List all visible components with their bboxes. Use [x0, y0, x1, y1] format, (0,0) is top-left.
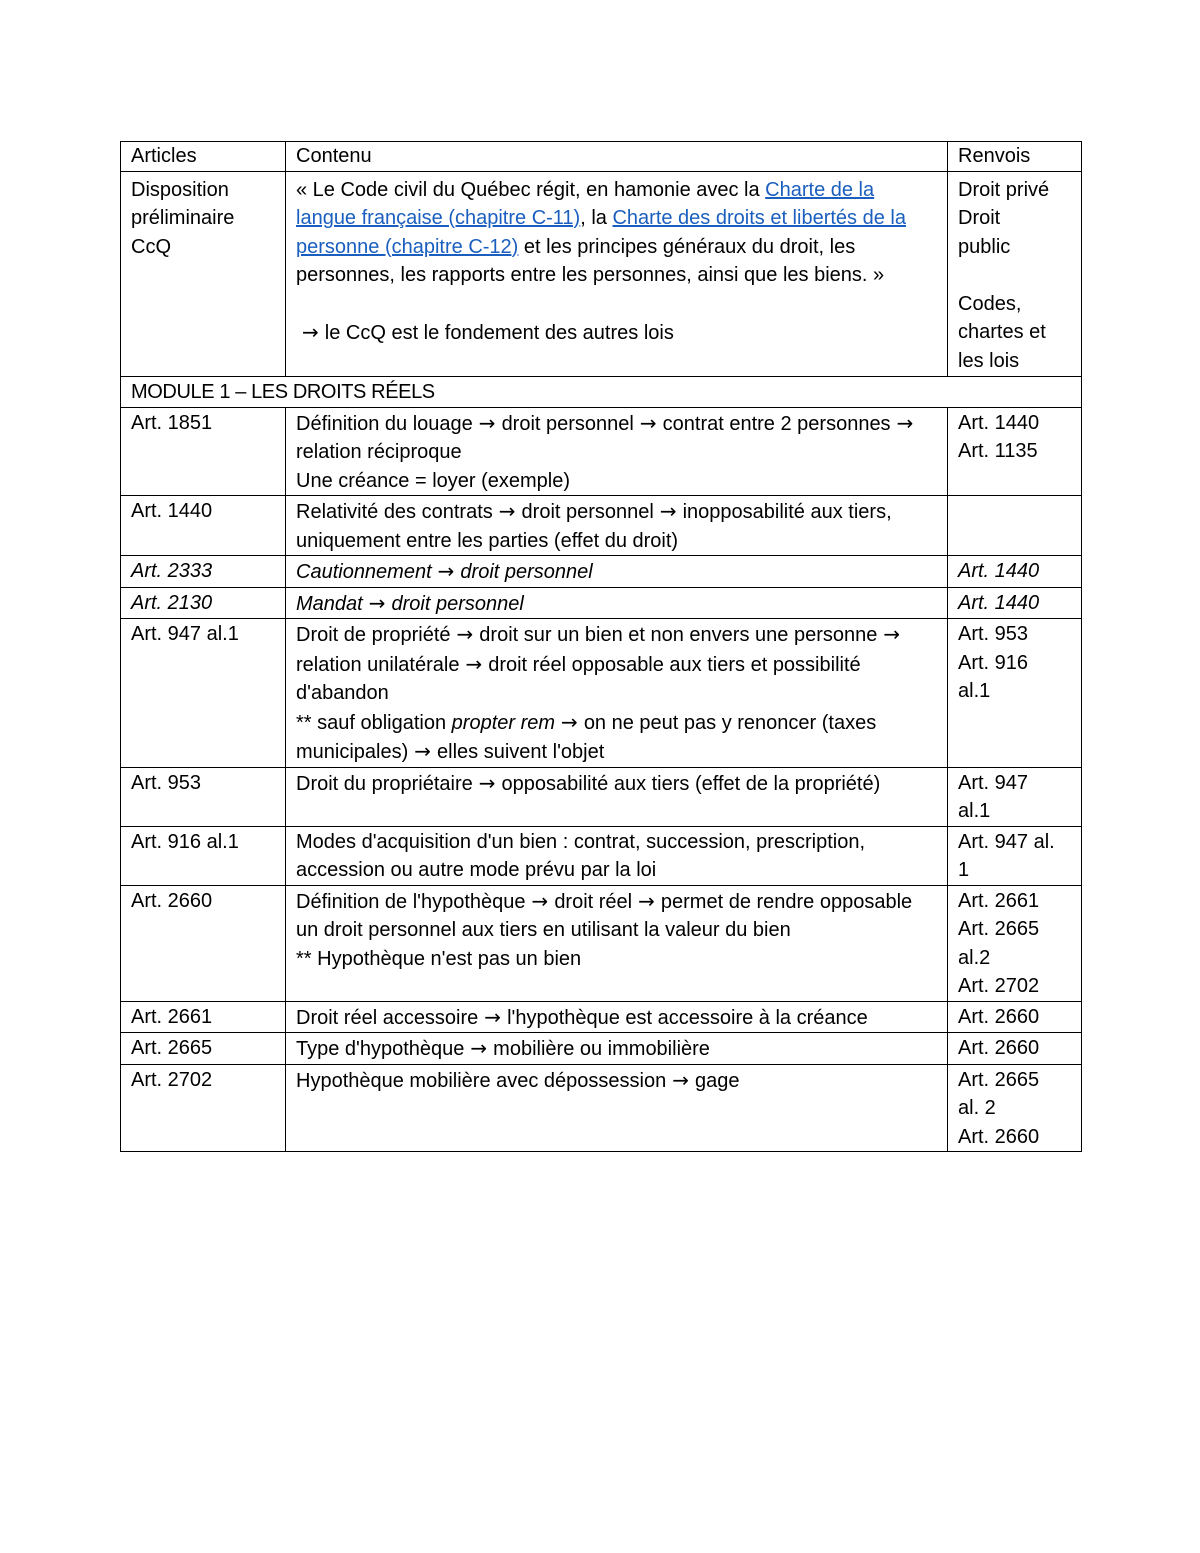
renvois-cell: Art. 2660 — [948, 1001, 1082, 1033]
content-cell: Mandat → droit personnel — [286, 587, 948, 619]
table-header-row — [121, 142, 1082, 172]
renvois-cell: Art. 947 al. 1 — [948, 826, 1082, 885]
table-row — [121, 496, 1082, 556]
content-cell: Type d'hypothèque → mobilière ou immobilière — [286, 1033, 948, 1065]
article-cell: Art. 2333 — [121, 556, 286, 588]
charte-droits-link[interactable]: Charte des droits et libertés de la personne (chapitre C-12) — [296, 207, 906, 258]
article-cell: Art. 2702 — [121, 1064, 286, 1152]
content-cell: Relativité des contrats → droit personnel → inopposabilité aux tiers, uniquement entre les parties (effet du droit) — [286, 496, 948, 556]
arrow-right-icon: → — [465, 651, 483, 676]
arrow-right-icon: → — [368, 590, 386, 615]
arrow-right-icon: → — [456, 622, 474, 646]
table-row — [121, 1001, 1082, 1033]
header-contenu: Contenu — [286, 142, 948, 172]
article-cell: Art. 1851 — [121, 407, 286, 496]
table-row — [121, 1064, 1082, 1152]
renvois-cell — [948, 496, 1082, 556]
table-row — [121, 767, 1082, 826]
arrow-right-icon: → — [414, 739, 432, 763]
module-row — [121, 377, 1082, 408]
table-row — [121, 826, 1082, 885]
table-row — [121, 171, 1082, 377]
content-cell: Droit de propriété → droit sur un bien et non envers une personne →relation unilatérale → droit réel opposable aux tiers et possibilité d'abandon ** sauf obligation propter rem → on ne peut pas y renoncer (taxes municipales) → elles suivent l'objet — [286, 619, 948, 768]
arrow-right-icon: → — [672, 1067, 689, 1092]
table-row — [121, 885, 1082, 1001]
table-row — [121, 407, 1082, 496]
renvois-cell: Art. 2665 al. 2 Art. 2660 — [948, 1064, 1082, 1152]
content-cell: « Le Code civil du Québec régit, en hamonie avec la Charte de la langue française (chapitre C-11), la Charte des droits et libertés de la personne (chapitre C-12) et les principes généraux du droit, les personnes, les rapports entre les personnes, ainsi que les biens. » → le CcQ est le fondement des autres lois — [286, 171, 948, 377]
module-title: MODULE 1 – LES DROITS RÉELS — [121, 377, 1082, 408]
header-articles: Articles — [121, 142, 286, 172]
renvois-cell: Art. 947 al.1 — [948, 767, 1082, 826]
charte-langue-link[interactable]: Charte de la langue française (chapitre C-11) — [296, 178, 875, 229]
arrow-right-icon: → — [659, 499, 677, 523]
article-cell: Art. 2661 — [121, 1001, 286, 1033]
arrow-right-icon: → — [883, 622, 901, 646]
article-cell: Art. 1440 — [121, 496, 286, 556]
content-cell: Définition de l'hypothèque → droit réel → permet de rendre opposable un droit personnel aux tiers en utilisant la valeur du bien ** Hypothèque n'est pas un bien — [286, 885, 948, 1001]
content-cell: Définition du louage → droit personnel → contrat entre 2 personnes →relation réciproque Une créance = loyer (exemple) — [286, 407, 948, 496]
articles-table — [120, 141, 1082, 1152]
arrow-right-icon: → — [437, 559, 455, 583]
renvois-cell: Droit privé Droit public Codes, chartes et les lois — [948, 171, 1082, 377]
renvois-cell: Art. 953 Art. 916 al.1 — [948, 619, 1082, 768]
arrow-right-icon: → — [478, 770, 496, 795]
table-row — [121, 556, 1082, 588]
content-cell: Hypothèque mobilière avec dépossession → gage — [286, 1064, 948, 1152]
article-cell: Art. 947 al.1 — [121, 619, 286, 768]
header-renvois: Renvois — [948, 142, 1082, 172]
renvois-cell: Art. 1440 Art. 1135 — [948, 407, 1082, 496]
content-cell: Cautionnement → droit personnel — [286, 556, 948, 588]
renvois-cell: Art. 1440 — [948, 556, 1082, 588]
article-cell: Disposition préliminaire CcQ — [121, 171, 286, 377]
table-row — [121, 619, 1082, 768]
arrow-right-icon: → — [561, 709, 578, 734]
table-row — [121, 1033, 1082, 1065]
content-cell: Droit réel accessoire → l'hypothèque est accessoire à la créance — [286, 1001, 948, 1033]
arrow-right-icon: → — [498, 499, 516, 523]
arrow-right-icon: → — [478, 410, 496, 435]
content-cell: Modes d'acquisition d'un bien : contrat, succession, prescription, accession ou autre mode prévu par la loi — [286, 826, 948, 885]
article-cell: Art. 953 — [121, 767, 286, 826]
arrow-right-icon: → — [896, 410, 914, 435]
article-cell: Art. 916 al.1 — [121, 826, 286, 885]
table-row — [121, 587, 1082, 619]
article-cell: Art. 2130 — [121, 587, 286, 619]
arrow-right-icon: → — [302, 320, 319, 344]
article-cell: Art. 2660 — [121, 885, 286, 1001]
renvois-cell: Art. 1440 — [948, 587, 1082, 619]
content-cell: Droit du propriétaire → opposabilité aux tiers (effet de la propriété) — [286, 767, 948, 826]
arrow-right-icon: → — [470, 1036, 488, 1060]
arrow-right-icon: → — [531, 888, 549, 913]
article-cell: Art. 2665 — [121, 1033, 286, 1065]
arrow-right-icon: → — [484, 1004, 502, 1029]
arrow-right-icon: → — [639, 410, 657, 435]
renvois-cell: Art. 2660 — [948, 1033, 1082, 1065]
arrow-right-icon: → — [638, 888, 655, 913]
renvois-cell: Art. 2661 Art. 2665 al.2 Art. 2702 — [948, 885, 1082, 1001]
